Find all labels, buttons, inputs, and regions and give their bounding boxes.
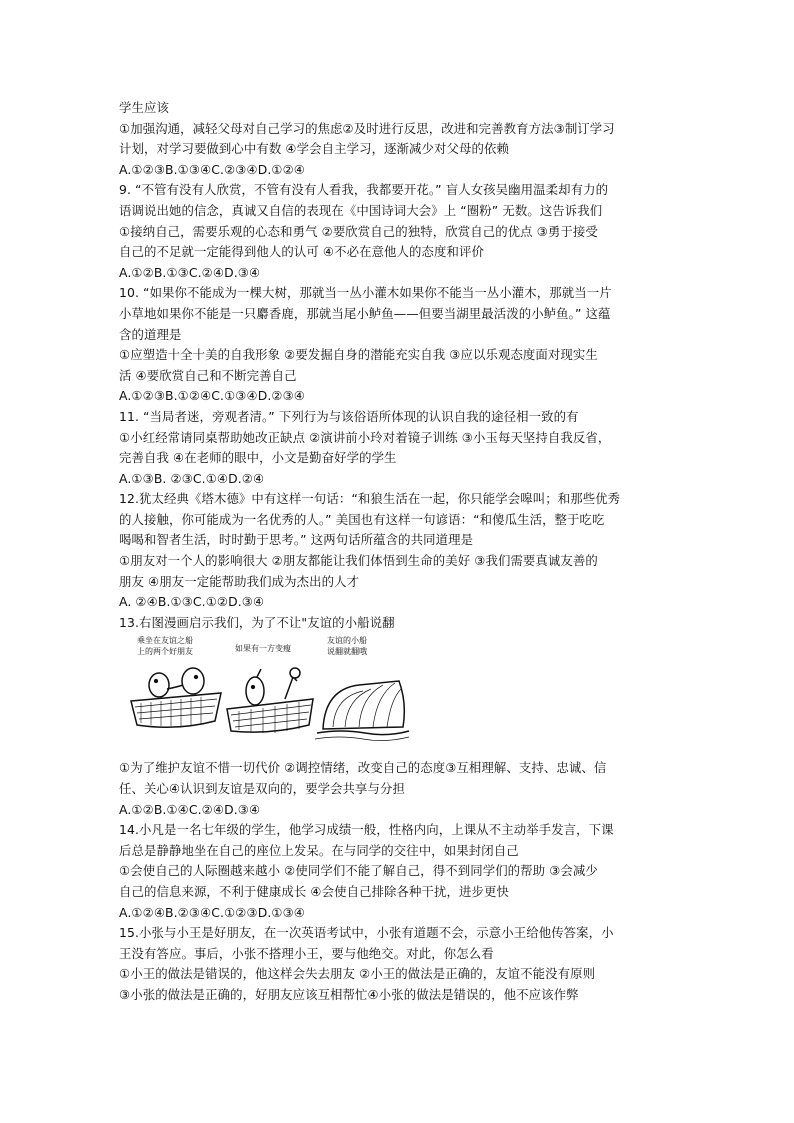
text-line: ①朋友对一个人的影响很大 ②朋友都能让我们体悟到生命的美好 ③我们需要真诚友善的 xyxy=(119,553,598,569)
text-line: A.①②④B.②③④C.①②③D.①③④ xyxy=(119,904,306,920)
text-line: ③小张的做法是正确的，好朋友应该互相帮忙④小张的做法是错误的，他不应该作弊 xyxy=(119,986,579,1002)
panel1-caption-line2: 上的两个好朋友 xyxy=(137,647,193,657)
text-line: 学生应该 xyxy=(119,100,169,115)
text-line: ①会使自己的人际圈越来越小 ②使同学们不能了解自己，得不到同学们的帮助 ③会减少 xyxy=(119,863,598,879)
text-line: ①小红经常请同桌帮助她改正缺点 ②演讲前小玲对着镜子训练 ③小玉每天坚持自我反省， xyxy=(119,429,611,445)
text-line: A.①③B. ②③C.①④D.②④ xyxy=(119,470,265,486)
text-line: 的人接触，你可能成为一名优秀的人。” 美国也有这样一句谚语：“和傻瓜生活，整于吃吃 xyxy=(119,511,605,527)
text-line: 任、关心④认识到友谊是双向的，要学会共享与分担 xyxy=(119,781,406,797)
text-line: 12.犹太经典《塔木德》中有这样一句话：“和狼生活在一起，你只能学会嗥叫；和那些优秀 xyxy=(119,491,621,507)
comic-illustration xyxy=(127,633,412,750)
text-line: 计划，对学习要做到心中有数 ④学会自主学习，逐渐减少对父母的依赖 xyxy=(119,141,509,157)
panel1-boat xyxy=(131,668,221,727)
panel1-caption-line1: 乘坐在友谊之船 xyxy=(137,636,193,646)
text-line: A.①②B.①④C.②④D.③④ xyxy=(119,801,261,817)
text-line: 喝喝和智者生活，时时勤于思考。” 这两句话所蕴含的共同道理是 xyxy=(119,532,474,548)
text-line: 活 ④要欣赏自己和不断完善自己 xyxy=(119,367,297,383)
panel3-capsized-boat xyxy=(315,681,409,741)
text-line: 自己的信息来源，不利于健康成长 ④会使自己排除各种干扰，进步更快 xyxy=(119,884,509,899)
question-block-top xyxy=(119,98,679,633)
text-line: ①加强沟通，减轻父母对自己学习的焦虑②及时进行反思，改进和完善教育方法③制订学习 xyxy=(119,120,615,136)
text-line: 15.小张与小王是好朋友，在一次英语考试中，小张有道题不会，示意小王给他传答案，小 xyxy=(119,925,614,941)
text-line: ①应塑造十全十美的自我形象 ②要发掘自身的潜能充实自我 ③应以乐观态度面对现实生 xyxy=(119,347,598,363)
text-line: 9. “不管有没有人欣赏，不管有没有人看我，我都要开花。” 盲人女孩吴幽用温柔却有力的 xyxy=(119,182,609,198)
text-line: 语调说出她的信念，真诚又自信的表现在《中国诗词大会》上 “圈粉” 无数。这告诉我们 xyxy=(119,202,603,218)
text-line: 含的道理是 xyxy=(119,326,182,342)
text-line: 14.小凡是一名七年级的学生，他学习成绩一般，性格内向，上课从不主动举手发言，下课 xyxy=(119,822,614,838)
text-line: 11. “当局者迷，旁观者清。” 下列行为与该俗语所体现的认识自我的途径相一致的有 xyxy=(119,408,579,424)
panel2-boat xyxy=(227,668,313,733)
text-line: A.①②③B.①③④C.②③④D.①②④ xyxy=(119,161,306,177)
text-line: 13.右图漫画启示我们，为了不让"友谊的小船说翻 xyxy=(119,614,395,630)
question-block-bottom xyxy=(119,758,679,1005)
text-line: 小草地如果你不能是一只麝香鹿，那就当尾小鲈鱼——但要当湖里最活泼的小鲈鱼。” 这蕴 xyxy=(119,305,611,321)
text-line: 完善自我 ④在老师的眼中，小文是勤奋好学的学生 xyxy=(119,450,397,466)
text-line: 后总是静静地坐在自己的座位上发呆。在与同学的交往中，如果封闭自己 xyxy=(119,842,519,858)
panel2-caption: 如果有一方变瘦 xyxy=(235,644,291,654)
text-line: ①接纳自己，需要乐观的心态和勇气 ②要欣赏自己的独特，欣赏自己的优点 ③勇于接受 xyxy=(119,223,598,239)
text-line: A.①②③B.①②④C.①③④D.②③④ xyxy=(119,388,306,404)
text-line: 10. “如果你不能成为一棵大树，那就当一丛小灌木如果你不能当一丛小灌木，那就当一片 xyxy=(119,285,612,301)
text-line: ①为了维护友谊不惜一切代价 ②调控情绪，改变自己的态度③互相理解、支持、忠诚、信 xyxy=(119,760,607,776)
document-page xyxy=(119,98,679,1006)
text-line: A.①②B.①③C.②④D.③④ xyxy=(119,264,261,280)
text-line: 自己的不足就一定能得到他人的认可 ④不必在意他人的态度和评价 xyxy=(119,244,484,260)
text-line: 王没有答应。事后，小张不搭理小王，要与他绝交。对此，你怎么看 xyxy=(119,945,494,961)
text-line: 朋友 ④朋友一定能帮助我们成为杰出的人才 xyxy=(119,573,360,589)
text-line: A. ②④B.①③C.①②D.③④ xyxy=(119,594,265,610)
panel3-caption-line2: 说翻就翻哦 xyxy=(327,647,367,657)
text-line: ①小王的做法是错误的，他这样会失去朋友 ②小王的做法是正确的，友谊不能没有原则 xyxy=(119,966,596,982)
friendship-boat-comic xyxy=(119,633,679,750)
panel3-caption-line1: 友谊的小船 xyxy=(327,636,367,646)
